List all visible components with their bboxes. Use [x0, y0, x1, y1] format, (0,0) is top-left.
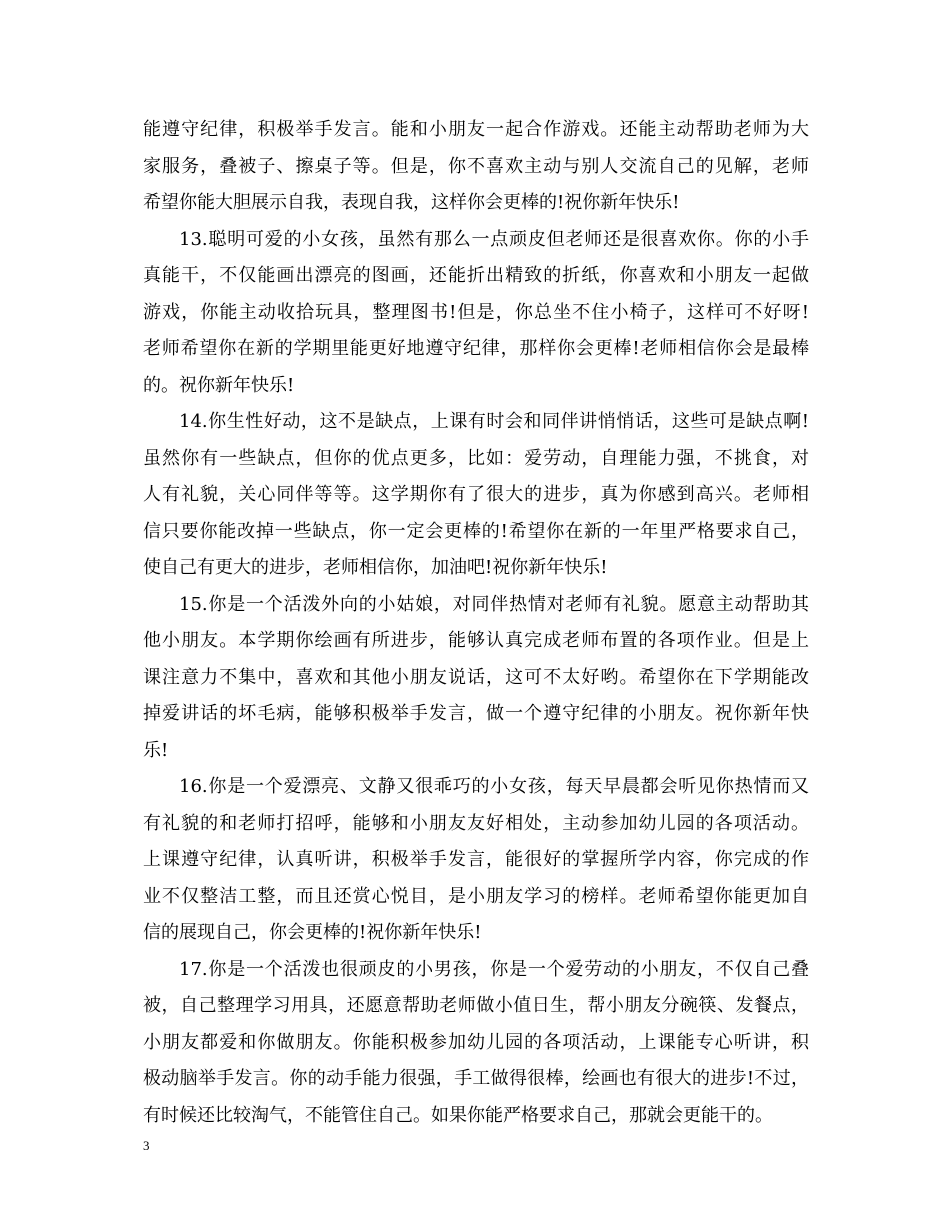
text-line: 掉爱讲话的坏毛病，能够积极举手发言，做一个遵守纪律的小朋友。祝你新年快 [143, 703, 809, 724]
text-line: 乐! [143, 739, 169, 761]
text-line: 有时候还比较淘气，不能管住自己。如果你能严格要求自己，那就会更能干的。 [143, 1104, 773, 1126]
text-line: 信的展现自己，你会更棒的!祝你新年快乐! [143, 922, 482, 943]
text-line: 人有礼貌，关心同伴等等。这学期你有了很大的进步，真为你感到高兴。老师相 [143, 484, 809, 505]
text-line: 14.你生性好动，这不是缺点，上课有时会和同伴讲悄悄话，这些可是缺点啊! [179, 411, 809, 432]
text-line: 业不仅整洁工整，而且还赏心悦目，是小朋友学习的榜样。老师希望你能更加自 [143, 885, 809, 907]
text-line: 家服务，叠被子、擦桌子等。但是，你不喜欢主动与别人交流自己的见解，老师 [143, 155, 809, 177]
page-number: 3 [143, 1138, 150, 1153]
text-line: 的。祝你新年快乐! [143, 374, 295, 396]
text-line: 希望你能大胆展示自我，表现自我，这样你会更棒的!祝你新年快乐! [143, 192, 680, 213]
text-line: 真能干，不仅能画出漂亮的图画，还能折出精致的折纸，你喜欢和小朋友一起做 [143, 265, 809, 286]
text-line: 他小朋友。本学期你绘画有所进步，能够认真完成老师布置的各项作业。但是上 [143, 630, 809, 651]
text-line: 虽然你有一些缺点，但你的优点更多，比如：爱劳动，自理能力强，不挑食，对 [143, 447, 809, 469]
text-line: 小朋友都爱和你做朋友。你能积极参加幼儿园的各项活动，上课能专心听讲，积 [143, 1031, 809, 1053]
text-line: 17.你是一个活泼也很顽皮的小男孩，你是一个爱劳动的小朋友，不仅自己叠 [179, 958, 809, 980]
text-line: 使自己有更大的进步，老师相信你，加油吧!祝你新年快乐! [143, 557, 608, 578]
text-line: 课注意力不集中，喜欢和其他小朋友说话，这可不太好哟。希望你在下学期能改 [143, 666, 809, 688]
text-line: 老师希望你在新的学期里能更好地遵守纪律，那样你会更棒!老师相信你会是最棒 [143, 338, 809, 359]
text-line: 游戏，你能主动收拾玩具，整理图书!但是，你总坐不住小椅子，这样可不好呀! [143, 301, 809, 323]
text-line: 16.你是一个爱漂亮、文静又很乖巧的小女孩，每天早晨都会听见你热情而又 [179, 776, 809, 797]
text-line: 能遵守纪律，积极举手发言。能和小朋友一起合作游戏。还能主动帮助老师为大 [143, 119, 809, 140]
text-line: 上课遵守纪律，认真听讲，积极举手发言，能很好的掌握所学内容，你完成的作 [143, 849, 809, 870]
text-line: 有礼貌的和老师打招呼，能够和小朋友友好相处，主动参加幼儿园的各项活动。 [143, 812, 809, 834]
text-line: 15.你是一个活泼外向的小姑娘，对同伴热情对老师有礼貌。愿意主动帮助其 [179, 593, 809, 615]
text-line: 被，自己整理学习用具，还愿意帮助老师做小值日生，帮小朋友分碗筷、发餐点， [143, 995, 809, 1016]
text-line: 极动脑举手发言。你的动手能力很强，手工做得很棒，绘画也有很大的进步!不过， [143, 1068, 809, 1089]
text-line: 信只要你能改掉一些缺点，你一定会更棒的!希望你在新的一年里严格要求自己， [143, 520, 809, 542]
document-body [143, 112, 809, 1134]
text-line: 13.聪明可爱的小女孩，虽然有那么一点顽皮但老师还是很喜欢你。你的小手 [179, 228, 809, 250]
